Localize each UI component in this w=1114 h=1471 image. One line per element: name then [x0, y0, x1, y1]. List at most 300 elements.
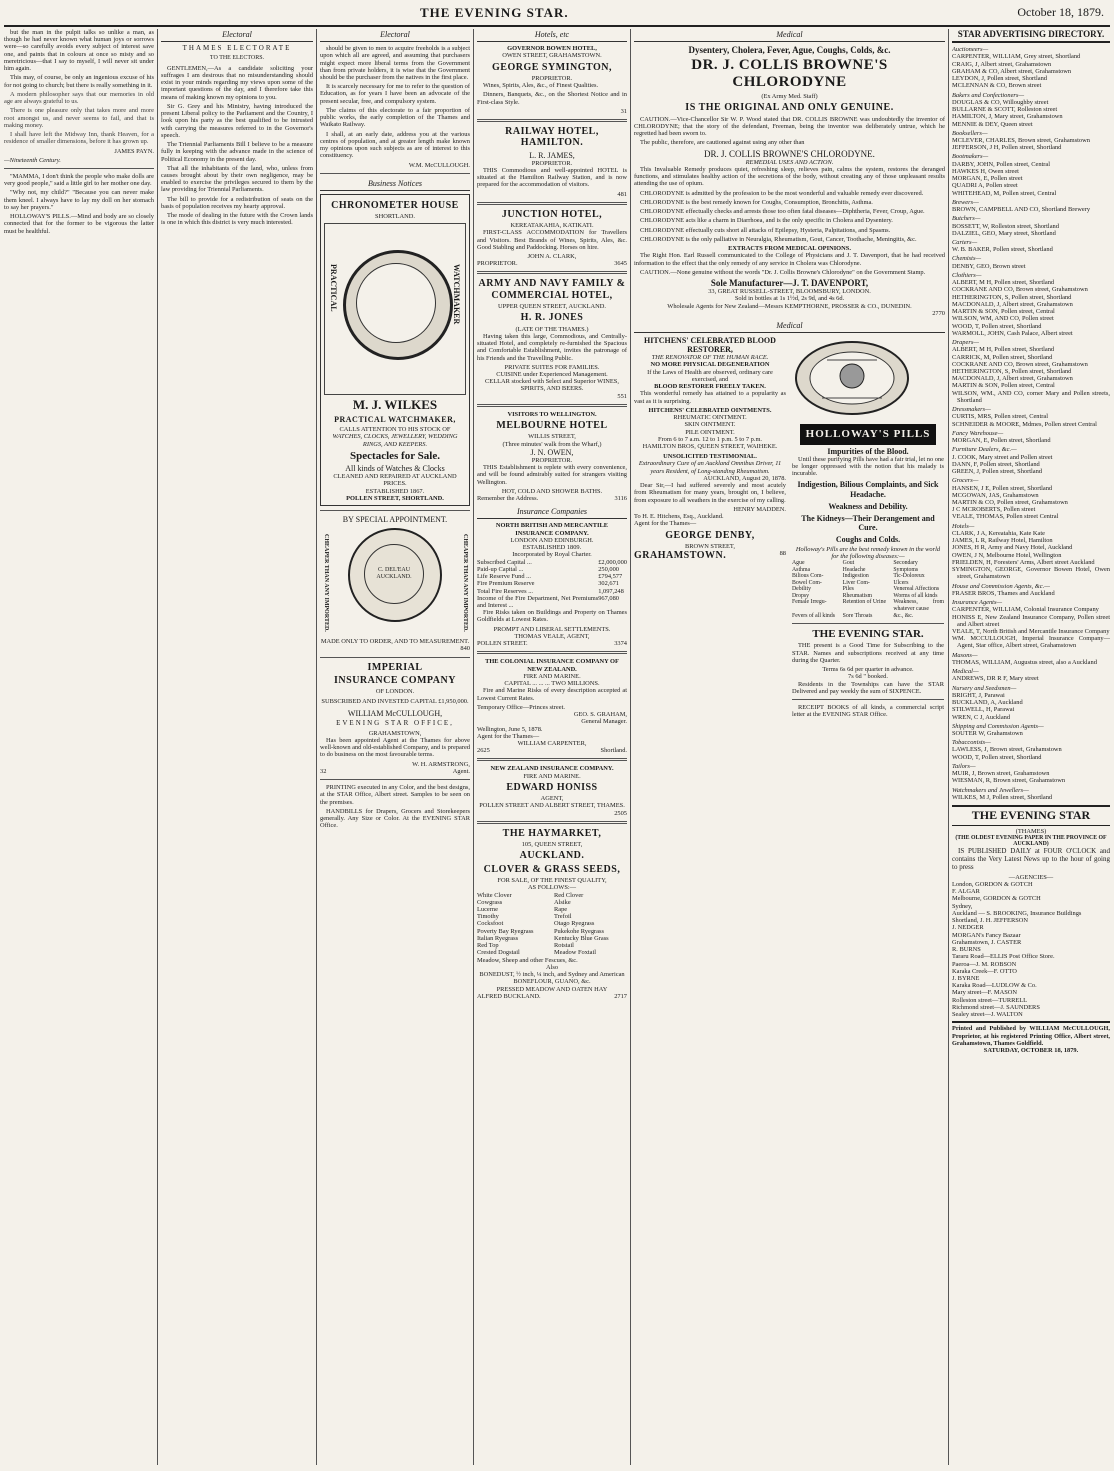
directory-entry: JAMES, L R, Railway Hotel, Hamilton — [952, 537, 1053, 545]
hotel-sub: (Three minutes' walk from the Wharf,) — [502, 440, 602, 448]
directory-entry: ALBERT, M H, Pollen street, Shortland — [952, 346, 1055, 354]
holloway-emblem-icon — [792, 338, 912, 418]
ad-body: CHLORODYNE is the only palliative in Neuralgia, Rheumatism, Gout, Cancer, Toothache, Meningitis, &c. — [640, 235, 917, 243]
fin-label: Fire Premium Reserve — [477, 580, 535, 588]
divider — [477, 119, 627, 122]
ad-items: WATCHES, CLOCKS, JEWELLERY, WEDDING RINGS, AND KEEPERS. — [332, 433, 458, 448]
directory-category: Medical— — [952, 668, 979, 676]
disease-item: Sore Throats — [842, 612, 873, 619]
directory-entry: MORGAN, E, Pollen street, Shortland — [952, 437, 1051, 445]
shop-line: Meadow, Sheep and other Fescues, &c. — [477, 956, 578, 964]
divider — [477, 651, 627, 654]
ad-body: This Invaluable Remedy produces quiet, refreshing sleep, relieves pain, calms the system, restores the deranged functions, and stimulates healthy action of the secretions of the body, without creating any of those unpleasant results attending the use of opium. — [634, 165, 945, 188]
insurer-line: PROMPT AND LIBERAL SETTLEMENTS. — [493, 625, 611, 633]
hotel-name: JUNCTION HOTEL, — [501, 208, 603, 220]
directory-entry: BULLARNE & SCOTT, Rolleston street — [952, 106, 1058, 114]
hotel-body: Wines, Spirits, Ales, &c., of Finest Qualities. — [483, 82, 599, 90]
directory-entry: HAMILTON, J, Mary street, Grahamstown — [952, 113, 1063, 121]
hotel-line: CUISINE under Experienced Management. — [496, 371, 608, 378]
directory-category: Brewers— — [952, 198, 979, 206]
story-para: A modern philosopher says that our memories in old age are always grateful to us. — [4, 90, 154, 106]
ad-subheading: Coughs and Colds. — [835, 534, 901, 544]
proprietor-label: PROPRIETOR. — [531, 74, 573, 82]
proprietor-name: ALFRED BUCKLAND. — [477, 992, 541, 1000]
electoral-para: Sir G. Grey and his Ministry, having introduced the present Liberal policy to the Parliament and the Country, I look upon his party as the best qualified to be intrusted with carrying the measures referred to in the Governor's speech. — [161, 102, 313, 139]
agency-entry: Shortland, J. H. JEFFERSON — [952, 917, 1028, 925]
directory-entry: BRIGHT, J, Parawai — [952, 691, 1005, 699]
insurer-financials — [477, 559, 627, 610]
ad-subheading: Weakness and Debility. — [828, 501, 908, 511]
manager-title: General Manager. — [581, 718, 627, 726]
ad-date: AUCKLAND, August 20, 1878. — [703, 474, 786, 482]
directory-category: Nursery and Seedsmen— — [952, 684, 1017, 692]
ad-body: The Right Hon. Earl Russell communicated to the College of Physicians and J. T. Davenport, that he had received information to the effect that the only remedy of any service in Cholera was Chlorodyne. — [634, 252, 945, 267]
fin-value: 1,097,248 — [598, 587, 624, 595]
shop-line: PRESSED MEADOW AND OATEN HAY — [496, 985, 608, 993]
handbills-notice: HANDBILLS for Drapers, Grocers and Storekeepers generally. Any Size or Color. At the EVENING STAR Office. — [320, 807, 470, 830]
shop-line: Also — [545, 963, 559, 971]
hotel-address: UPPER QUEEN STREET, AUCKLAND. — [498, 303, 606, 311]
ad-line: CLEANED AND REPAIRED AT AUCKLAND PRICES. — [333, 473, 457, 488]
insurer-body: Fire Risks taken on Buildings and Property on Thames Goldfields at Lowest Rates. — [477, 609, 627, 624]
seed-item: Otago Ryegrass — [554, 920, 595, 928]
agency-entry: R. BURNS — [952, 946, 981, 954]
ad-number: 840 — [460, 645, 470, 653]
ad-spectacles: Spectacles for Sale. — [350, 449, 440, 462]
directory-entry: GREEN, J, Pollen street, Shortland — [952, 468, 1042, 476]
electoral-para: The mode of dealing in the future with the Crown lands is one in which this district is very much interested. — [161, 212, 313, 227]
directory-entry: VEALE, T, North British and Mercantile Insurance Company — [952, 627, 1110, 635]
ev-sub: (THAMES) — [1015, 827, 1047, 835]
ad-name: DR. J. COLLIS BROWNE'S CHLORODYNE. — [704, 148, 875, 159]
directory-category: Bootmakers— — [952, 153, 989, 161]
ad-line: MADE ONLY TO ORDER, AND TO MEASUREMENT. — [320, 638, 470, 646]
ad-line: BLOOD RESTORER FREELY TAKEN. — [654, 383, 766, 391]
ad-kicker: Dysentery, Cholera, Fever, Ague, Coughs, Colds, &c. — [688, 45, 891, 56]
directory-entry: DALZIEL, GEO, Mary street, Shortland — [952, 229, 1056, 237]
fin-label: Income of the Fire Department, Net Premiums and Interest ... — [477, 594, 599, 609]
insurer-name: NEW ZEALAND INSURANCE COMPANY. — [490, 765, 614, 773]
electoral-para: I shall, at an early date, address you at the various centres of population, and at greater length make known my opinions upon such subjects as are of interest to this constituency. — [320, 130, 470, 160]
directory-category: Drapers— — [952, 339, 979, 347]
story-para: There is one pleasure only that takes more and more root amongst us, and never seems to fail, and that is making money. — [4, 107, 154, 129]
directory-entry: MARTIN & CO, Pollen street, Grahamstown — [952, 498, 1068, 506]
imperial-company: INSURANCE COMPANY — [334, 674, 456, 686]
shop-city: AUCKLAND. — [519, 850, 585, 862]
printing-notice: PRINTING executed in any Color, and the best designs, at the STAR Office, Albert street. Samples to be seen on the premises. — [320, 784, 470, 806]
ad-body: CHLORODYNE effectually checks and arrests those too often fatal diseases—Diphtheria, Fever, Croup, Ague. — [640, 208, 925, 216]
directory-entry: MARTIN & SON, Pollen street, Central — [952, 382, 1055, 390]
holloway-pills-banner: HOLLOWAY'S PILLS — [800, 424, 936, 444]
electoral-signature: W.M. McCULLOUGH. — [408, 161, 470, 169]
seed-item: Kentucky Blue Grass — [554, 934, 609, 942]
proprietor-name: H. R. JONES — [520, 312, 584, 324]
disease-item: Headache — [842, 566, 866, 573]
directory-entry: MUIR, J, Brown street, Grahamstown — [952, 770, 1050, 778]
ad-line: ESTABLISHED 1867. — [365, 487, 425, 495]
ad-number: 2717 — [614, 992, 627, 1000]
electoral-para: The claims of this electorate to a fair proportion of public works, the early completion of the Thames and Waikato Railway. — [320, 106, 470, 129]
directory-entry: FRIELDEN, H, Foresters' Arms, Albert street Auckland — [952, 558, 1095, 566]
directory-entry: GRAHAM & CO, Albert street, Grahamstown — [952, 67, 1072, 75]
seed-item: Crested Dogstail — [477, 949, 520, 957]
story-credit: —Nineteenth Century. — [4, 156, 61, 164]
directory-entry: CRAIG, J, Albert street, Grahamstown — [952, 60, 1052, 68]
short-story-para: "Why not, my child?" "Because you can never make them kneel. I always have to lay my doll on her stomach to say her prayers." — [4, 189, 154, 211]
disease-item: Venereal Affections — [893, 586, 940, 593]
electorate-heading: THAMES ELECTORATE — [182, 44, 292, 53]
ad-subheading: Impurities of the Blood. — [827, 446, 909, 456]
ad-place: SHORTLAND. — [375, 213, 415, 221]
agency-entry: Tararu Road—ELLIS Post Office Store. — [952, 953, 1055, 961]
directory-entry: DARBY, JOHN, Pollen street, Central — [952, 160, 1051, 168]
directory-category: Masons— — [952, 651, 978, 659]
insurer-city: LONDON AND EDINBURGH. — [510, 536, 594, 544]
hotel-line: HOT, COLD AND SHOWER BATHS. — [501, 487, 603, 495]
story-para: but the man in the pulpit talks so unlike a man, as though he had never known what human joys or sorrows were—so carefully avoids every subject of interest save one, and paints that in colours at once so misty and so meretricious—that I say to myself, I will never sit under him again. — [4, 29, 154, 73]
directory-category: Butchers— — [952, 215, 981, 223]
agency-entry: Auckland — S. BROOKING, Insurance Buildings — [952, 909, 1082, 917]
directory-entry: WIESMAN, R, Brown street, Grahamstown — [952, 777, 1066, 785]
ad-line: If the Laws of Health are observed, ordinary care exercised, and — [647, 368, 773, 383]
side-label: CHEAPER THAN ANY IMPORTED. — [322, 534, 329, 632]
shop-sub: AS FOLLOWS:— — [527, 884, 577, 892]
imperial-heading: IMPERIAL — [367, 661, 423, 673]
agent-word: AGENT, — [540, 795, 564, 803]
seed-item: Red Top — [477, 942, 499, 950]
directory-entry: ALBERT, M H, Pollen street, Shortland — [952, 279, 1055, 287]
proprietor-name: L. R. JAMES, — [529, 150, 575, 160]
ad-body: CAUTION.—Vice-Chancellor Sir W. P. Wood stated that DR. COLLIS BROWNE was undoubtedly the inventor of CHLORODYNE; that the story of the defendant, Freeman, being the inventor was deliberately untrue, which he regretted had been sworn to. — [634, 115, 945, 138]
hotel-body: THIS Establishment is replete with every convenience, and will be found admirably suited for strangers visiting Wellington. — [477, 464, 627, 486]
seed-item: Trefoil — [554, 913, 572, 921]
ad-footer — [477, 747, 627, 754]
fin-label: Subscribed Capital ... — [477, 558, 532, 566]
ad-footer — [477, 993, 627, 1000]
seal-text — [364, 544, 424, 604]
column-rule — [630, 29, 631, 1465]
divider — [477, 758, 627, 761]
ad-body: CHLORODYNE is admitted by the profession to be the most wonderful and valuable remedy ever discovered. — [640, 189, 924, 197]
ad-number: 3116 — [614, 495, 627, 503]
hotel-body: THIS Commodious and well-appointed HOTEL is situated at the Hamilton Railway Station, and is now prepared for the accommodation of visitors. — [477, 166, 627, 189]
paper-title: THE EVENING STAR. — [420, 5, 569, 20]
directory-entry: LEYDON, J, Pollen street, Shortland — [952, 75, 1047, 83]
directory-entry: DENBY, GEO, Brown street — [952, 262, 1026, 270]
hotel-line: PRIVATE SUITES FOR FAMILIES. — [504, 363, 600, 371]
directory-entry: BROWN, CAMPBELL AND CO, Shortland Brewery — [952, 206, 1091, 214]
ad-sign: HENRY MADDEN. — [733, 505, 786, 513]
agent-address: BROWN STREET, — [685, 542, 735, 550]
insurer-est: ESTABLISHED 1809. — [522, 544, 582, 552]
ad-name: Sole Manufacturer—J. T. DAVENPORT, — [710, 277, 869, 288]
masthead-rule — [4, 25, 1110, 27]
ad-title: PRACTICAL WATCHMAKER, — [334, 415, 456, 425]
ad-footer — [477, 260, 627, 267]
directory-entry: SCHNEIDER & MOORE, Mdmes, Pollen street Central — [952, 420, 1097, 428]
directory-entry: COCKRANE AND CO, Brown street, Grahamstown — [952, 286, 1088, 294]
seal-icon — [348, 528, 442, 622]
agency-entry: Melbourne, GORDON & GOTCH — [952, 895, 1041, 903]
directory-category: Dressmakers— — [952, 406, 991, 414]
directory-entry: HONISS E, New Zealand Insurance Company, Pollen street and Albert street — [952, 613, 1110, 628]
directory-entry: DOUGLAS & CO, Willoughby street — [952, 98, 1049, 106]
directory-entry: WARMOLL, JOHN, Cash Palace, Albert street — [952, 329, 1073, 337]
directory-entry: DANN, F, Pollen street, Shortland — [952, 460, 1040, 468]
proprietor-name: GEORGE SYMINGTON, — [492, 61, 612, 73]
hotel-line: CELLAR stocked with Select and Superior WINES, SPIRITS, AND BEERS. — [485, 378, 619, 393]
hotel-address: KEREATAKAHIA, KATIKATI. — [510, 222, 594, 230]
hotel-address: OWEN STREET, GRAHAMSTOWN. — [502, 52, 602, 60]
seed-item: Rotstail — [554, 942, 574, 950]
column-rule — [948, 29, 949, 1465]
section-header: Business Notices — [320, 178, 470, 191]
directory-category: Auctioneers— — [952, 46, 989, 54]
proprietor-sub: (LATE OF THE THAMES.) — [515, 325, 589, 333]
fin-value: £2,000,000 — [598, 558, 627, 566]
seed-item: Meadow Foxtail — [554, 949, 597, 957]
ad-claim: IS THE ORIGINAL AND ONLY GENUINE. — [685, 102, 894, 114]
directory-entry: CARPENTER, WILLIAM, Grey street, Shortland — [952, 53, 1081, 61]
ad-line: HAMILTON BROS, QUEEN STREET, WAIHEKE. — [642, 442, 778, 450]
directory-entry: CARRICK, M, Pollen street, Shortland — [952, 353, 1053, 361]
appointment-heading: BY SPECIAL APPOINTMENT. — [342, 515, 448, 525]
watch-illustration — [324, 223, 466, 395]
fin-label: Life Reserve Fund ... — [477, 573, 531, 581]
agency-entry: F. ALGAR — [952, 888, 980, 896]
paper-date: October 18, 1879. — [1017, 5, 1104, 19]
directory-entry: FRASER BROS, Thames and Auckland — [952, 589, 1055, 597]
ad-line: All kinds of Watches & Clocks — [345, 464, 445, 474]
disease-item: Gout — [842, 560, 855, 567]
ad-subheading: EXTRACTS FROM MEDICAL OPINIONS. — [728, 245, 851, 253]
side-label: CHEAPER THAN ANY IMPORTED. — [462, 534, 468, 632]
agency-entry: Sydney, — [952, 902, 973, 910]
hotel-body: FIRST-CLASS ACCOMMODATION for Travellers and Visitors. Best Brands of Wines, Spirits, Ales, &c. Good Stabling and Paddocking. Horses on hire. — [477, 229, 627, 251]
holloway-note: HOLLOWAY'S PILLS.—Mind and body are so closely connected that for the former to be vigorous the latter must be healthful. — [4, 213, 154, 235]
agent-address: Shortland. — [600, 747, 627, 755]
ev-published: IS PUBLISHED DAILY at FOUR O'CLOCK and contains the Very Latest News up to the hour of going to press — [952, 847, 1110, 871]
hotel-body: Dinners, Banquets, &c., on the Shortest Notice and in First-class Style. — [477, 91, 627, 106]
directory-entry: WILSON, WM, AND CO, Pollen street — [952, 315, 1054, 323]
seed-item: Alsike — [554, 898, 571, 906]
seed-list — [477, 892, 627, 957]
ad-line: RHEUMATIC OINTMENT. — [673, 414, 747, 422]
directory-entry: ANDREWS, DR R F, Mary street — [952, 675, 1039, 683]
directory-entry: SOUTER W, Grahamstown — [952, 730, 1023, 738]
directory-entry: LAWLESS, J, Brown street, Grahamstown — [952, 746, 1062, 754]
disease-item: Asthma — [792, 566, 811, 573]
agent-office: EVENING STAR OFFICE, — [336, 718, 454, 727]
ad-body: Until these purifying Pills have had a fair trial, let no one be longer oppressed with the notion that his malady is incurable. — [792, 455, 944, 478]
directory-title: STAR ADVERTISING DIRECTORY. — [952, 29, 1110, 43]
shop-line: BONEDUST, ½ inch, ¼ inch, and Sydney and American BONEFLOUR, GUANO, &c. — [479, 971, 625, 986]
directory-entry: HETHERINGTON, S, Pollen street, Shortland — [952, 293, 1072, 301]
directory-entry: VEALE, THOMAS, Pollen street Central — [952, 513, 1059, 521]
column-rule — [473, 29, 474, 1465]
agency-entry: MORGAN's Fancy Bazaar — [952, 931, 1021, 939]
agency-entry: London, GORDON & GOTCH — [952, 880, 1033, 888]
disease-item: Bowel Com- — [792, 579, 822, 586]
side-label: PRACTICAL — [329, 264, 339, 312]
agency-list — [952, 881, 1110, 1018]
directory-entry: WHITEHEAD, M, Pollen street, Central — [952, 189, 1057, 197]
seed-item: Italian Ryegrass — [477, 934, 519, 942]
section-header: Electoral — [161, 29, 313, 42]
divider — [477, 404, 627, 407]
directory-entry: WILSON, WM., AND CO, corner Mary and Pollen streets, Shortland — [952, 389, 1110, 404]
disease-item: Secondary — [893, 560, 918, 567]
agent-sign: W. H. ARMSTRONG, — [412, 760, 470, 768]
agent-name: WILLIAM McCULLOUGH, — [347, 708, 443, 718]
directory-entry: THOMAS, WILLIAM, Augustus street, also a Auckland — [952, 658, 1097, 666]
seed-item: Red Clover — [554, 891, 584, 899]
fin-value: 302,671 — [598, 580, 620, 588]
terms-line: 7s 6d " booked. — [848, 673, 888, 681]
directory-entry: COCKRANE AND CO, Brown street, Grahamstown — [952, 360, 1088, 368]
directory-category: Clothiers— — [952, 271, 982, 279]
ad-line: Sold in bottles at 1s 1½d, 2s 9d, and 4s 6d. — [734, 295, 845, 303]
directory-entry: JEFFERSON, J H, Pollen street, Shortland — [952, 144, 1062, 152]
hotel-name: VISITORS TO WELLINGTON. — [507, 410, 597, 418]
hotel-name: RAILWAY HOTEL, HAMILTON. — [505, 125, 599, 149]
hotel-address: WILLIS STREET, — [528, 433, 576, 441]
ad-number: 2505 — [614, 809, 627, 817]
masthead — [0, 0, 1114, 26]
ad-subheading: HITCHENS' CELEBRATED OINTMENTS. — [648, 406, 772, 414]
agency-entry: Paeroa—J. M. ROBSON — [952, 960, 1017, 968]
ad-body: CHLORODYNE acts like a charm in Diarrhoea, and is the only specific in Cholera and Dysentery. — [640, 217, 893, 225]
ad-body: This wonderful remedy has attained to a popularity as vast as it is surprising. — [634, 390, 786, 405]
directory-entry: WOOD, T, Pollen street, Shortland — [952, 322, 1042, 330]
address-line: TO THE ELECTORS. — [209, 54, 265, 61]
divider — [477, 202, 627, 205]
directory-entry: BOSSETT, W, Rolleston street, Shortland — [952, 222, 1059, 230]
ad-number: 2770 — [932, 309, 945, 317]
proprietor-label: PROPRIETOR. — [531, 456, 573, 464]
directory-entry: SYMINGTON, GEORGE, Governor Bowen Hotel, Owen street, Grahamstown — [952, 566, 1110, 581]
hotel-name: ARMY AND NAVY FAMILY & COMMERCIAL HOTEL, — [478, 278, 626, 301]
hotel-name: MELBOURNE HOTEL — [496, 420, 608, 432]
insurer-line: Temporary Office—Princes street. — [477, 703, 565, 711]
directory-entry: HETHERINGTON, S, Pollen street, Shortland — [952, 368, 1072, 375]
directory-category: Shipping and Commission Agents— — [952, 722, 1044, 730]
story-para: I shall have left the Midway Inn, thank Heaven, for a residence of smaller dimensions, before it has grown up. — [4, 131, 154, 146]
proprietor-name: J. N. OWEN, — [530, 447, 574, 457]
fin-label: Paid-up Capital ... — [477, 565, 524, 573]
medical-two-col — [634, 336, 945, 721]
receipt-para: RECEIPT BOOKS of all kinds, a commercial script letter at the EVENING STAR Office. — [792, 704, 944, 719]
disease-item: Worms of all kinds — [893, 592, 938, 599]
proprietor-label: PROPRIETOR. — [477, 260, 518, 268]
disease-item: Tic-Doloreux — [893, 573, 925, 580]
column-3 — [320, 29, 470, 1465]
directory-entry: HAWKES H, Owen street — [952, 167, 1019, 175]
hotel-name: GOVERNOR BOWEN HOTEL, — [507, 45, 597, 53]
directory-entry: QUADRI A, Pollen street — [952, 182, 1018, 190]
column-1 — [4, 29, 154, 1465]
disease-item: Dropsy — [792, 592, 810, 599]
ad-sub: (Ex Army Med. Staff) — [761, 93, 818, 101]
directory-category: Tailors— — [952, 762, 976, 770]
ad-number: 2625 — [477, 747, 490, 755]
electoral-para: It is scarcely necessary for me to refer to the question of Education, as for years I have been an advocate of the present secular, free, and compulsory system. — [320, 83, 470, 105]
column-6 — [952, 29, 1110, 1465]
seal-name: C. DEL'EAU — [377, 567, 411, 574]
ad-sub: Extraordinary Cure of an Auckland Omnibus Driver, 11 years Resident, of Long-standing Rheumatism. — [638, 460, 782, 475]
directory-entry: MCLEVER, CHARLES, Brown street, Grahamstown — [952, 136, 1090, 144]
disease-item: Debility — [792, 586, 811, 593]
electoral-para: The bill to provide for a redistribution of seats on the basis of population receives my hearty approval. — [161, 195, 313, 210]
ad-address: 33, GREAT RUSSELL-STREET, BLOOMSBURY, LONDON. — [708, 288, 871, 296]
seed-item: Cocksfoot — [477, 920, 504, 928]
agency-entry: Karaka Road—LUDLOW & Co. — [952, 982, 1037, 990]
ad-sub: REMEDIAL USES AND ACTION. — [745, 158, 834, 166]
chlorodyne-heading: DR. J. COLLIS BROWNE'S CHLORODYNE — [691, 57, 888, 91]
ev-oldest: (THE OLDEST EVENING PAPER IN THE PROVINCE OF AUCKLAND) — [955, 834, 1107, 848]
ad-line: PILE OINTMENT. — [685, 428, 735, 436]
watch-face-icon — [356, 263, 436, 343]
directory-category: Chemists— — [952, 255, 982, 263]
seal-city: AUCKLAND. — [376, 574, 412, 581]
agency-entry: Mary street—F. MASON — [952, 989, 1017, 997]
insurer-name: THE COLONIAL INSURANCE COMPANY OF NEW ZEALAND. — [485, 658, 619, 673]
section-header: Hotels, etc — [477, 29, 627, 42]
ad-number: 3645 — [614, 260, 627, 268]
directory-entry: WM. MCCULLOUGH, Imperial Insurance Company—Agent, Star office, Albert street, Grahamstown — [952, 635, 1110, 650]
ad-sub: THE RENOVATOR OF THE HUMAN RACE. — [651, 354, 769, 362]
agency-entry: Karaka Creek—F. OTTO — [952, 967, 1017, 975]
directory-category: Tobacconists— — [952, 739, 991, 747]
evening-star-heading: THE EVENING STAR. — [812, 628, 924, 641]
ad-subheading: The Kidneys—Their Derangement and Cure. — [801, 513, 935, 532]
fin-value: 250,000 — [598, 565, 620, 573]
disease-item: Weakness, from whatever cause — [893, 599, 944, 612]
directory-entry: CLARK, J A, Kereatahia, Kate Kate — [952, 529, 1045, 537]
insurer-line: Agent for the Thames— — [477, 732, 540, 740]
column-4 — [477, 29, 627, 1465]
column-rule — [157, 29, 158, 1465]
disease-item: Female Irregu- — [792, 599, 827, 606]
electoral-para: GENTLEMEN,—As a candidate soliciting your suffrages I am desirous that no misunderstanding should exist in your minds regarding my views upon some of the important questions of the day, and I therefore take this means of making known my opinions to you. — [161, 64, 313, 101]
agency-entry: J. NEDGER — [952, 924, 984, 932]
directory-entry: MACDONALD, J, Albert street, Grahamstown — [952, 300, 1073, 308]
disease-item: Retention of Urine — [842, 599, 887, 606]
subscribe-para: THE present is a Good Time for Subscribing to the STAR. Names and subscriptions received at any time during the Quarter. — [792, 642, 944, 664]
ad-address: POLLEN STREET, SHORTLAND. — [346, 494, 444, 502]
insurer-body: Fire and Marine Risks of every description accepted at Lowest Current Rates. — [477, 687, 627, 702]
directory-category: Insurance Agents— — [952, 599, 1003, 607]
agent-body: Has been appointed Agent at the Thames for above well-known and old-established Company, and is prepared to do business on the most favourable terms. — [320, 736, 470, 759]
seed-item: Timothy — [477, 913, 499, 921]
agent-word: Agent. — [452, 767, 470, 775]
seed-item: Pukekohe Ryegrass — [554, 927, 604, 935]
agent-address: POLLEN STREET. — [477, 640, 528, 648]
insurer-inc: Incorporated by Royal Charter. — [512, 551, 592, 559]
insurer-name: NORTH BRITISH AND MERCANTILE INSURANCE COMPANY. — [495, 522, 609, 537]
manager-name: GEO. S. GRAHAM, — [573, 711, 627, 719]
divider — [320, 657, 470, 658]
imperial-city: OF LONDON. — [375, 688, 415, 696]
agency-entry: Richmond street—J. SAUNDERS — [952, 1003, 1040, 1011]
directory-entry: HANSEN, J E, Pollen street, Shortland — [952, 484, 1053, 492]
disease-item: Ague — [792, 560, 805, 567]
divider — [4, 168, 154, 169]
ad-name: M. J. WILKES — [352, 397, 438, 413]
disease-item: Indigestion — [842, 573, 869, 580]
column-rule — [316, 29, 317, 1465]
directory-entry: J. COOK, Mary street and Pollen street — [952, 453, 1053, 461]
